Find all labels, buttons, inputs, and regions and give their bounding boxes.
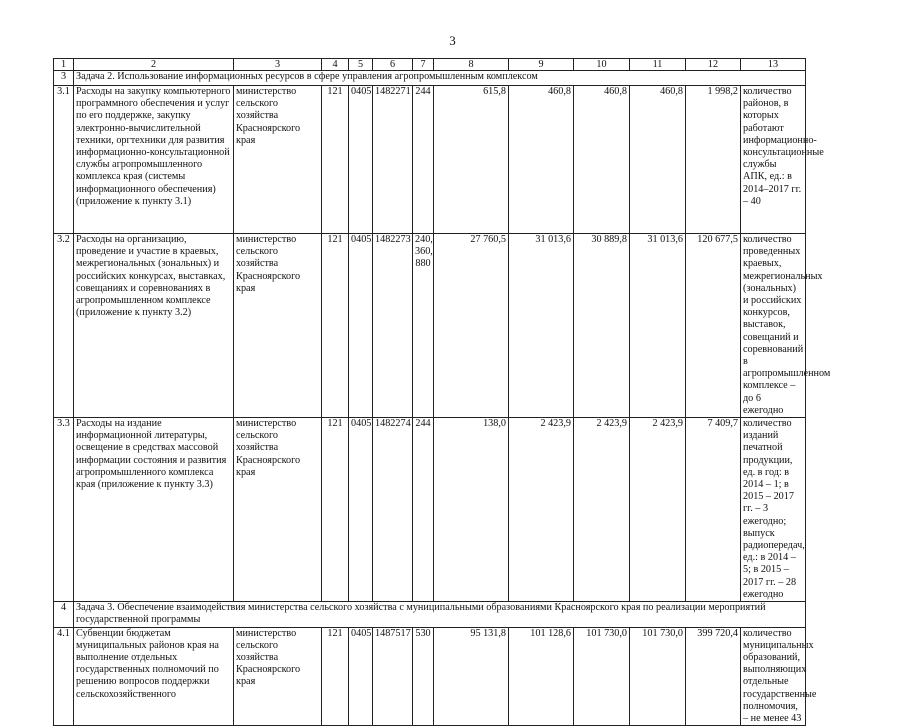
executor: министерство сельского хозяйства Красноярского края — [234, 627, 322, 726]
value-2016: 2 423,9 — [574, 418, 630, 602]
rzpr-code: 0405 — [349, 418, 373, 602]
table-row — [54, 627, 806, 726]
csr-code: 1487517 — [373, 627, 413, 726]
task-title: Задача 2. Использование информационных ресурсов в сфере управления агропромышленным комплексом — [74, 71, 806, 86]
value-total: 7 409,7 — [686, 418, 741, 602]
program-activities-table — [53, 58, 831, 726]
csr-code: 1482271 — [373, 86, 413, 234]
column-number: 3 — [234, 59, 322, 71]
value-2014: 27 760,5 — [434, 234, 509, 418]
vr-code: 244 — [413, 86, 434, 234]
task-row — [54, 602, 806, 627]
vr-code: 530 — [413, 627, 434, 726]
value-total: 399 720,4 — [686, 627, 741, 726]
value-2016: 101 730,0 — [574, 627, 630, 726]
value-2017: 31 013,6 — [630, 234, 686, 418]
value-2017: 460,8 — [630, 86, 686, 234]
executor: министерство сельского хозяйства Красноярского края — [234, 86, 322, 234]
expected-result: количество проведенных краевых, межрегиональных (зональных) и российских конкурсов, выставок, совещаний и соревнований в агропромышленном комплексе – до 6 ежегодно — [741, 234, 806, 418]
page-number: 3 — [449, 33, 456, 48]
vr-code: 244 — [413, 418, 434, 602]
grbs-code: 121 — [322, 627, 349, 726]
value-total: 1 998,2 — [686, 86, 741, 234]
task-title: Задача 3. Обеспечение взаимодействия министерства сельского хозяйства с муниципальными образованиями Красноярского края по реализации мероприятий государственной программы — [74, 602, 806, 627]
rzpr-code: 0405 — [349, 627, 373, 726]
value-2015: 460,8 — [509, 86, 574, 234]
grbs-code: 121 — [322, 234, 349, 418]
column-number: 11 — [630, 59, 686, 71]
task-row — [54, 71, 806, 86]
rzpr-code: 0405 — [349, 86, 373, 234]
row-number: 4.1 — [54, 627, 74, 726]
column-number: 12 — [686, 59, 741, 71]
table-row — [54, 86, 806, 234]
activity-name: Субвенции бюджетам муниципальных районов края на выполнение отдельных государственных полномочий по решению вопросов поддержки сельскохозяйственного — [74, 627, 234, 726]
expected-result: количество районов, в которых работают информационно-консультационные службы АПК, ед.: в 2014–2017 гг. – 40 — [741, 86, 806, 234]
column-number: 4 — [322, 59, 349, 71]
table-row — [54, 418, 806, 602]
table-row — [54, 234, 806, 418]
csr-code: 1482273 — [373, 234, 413, 418]
row-number: 3.3 — [54, 418, 74, 602]
executor: министерство сельского хозяйства Красноярского края — [234, 418, 322, 602]
column-number-row — [54, 59, 806, 71]
column-number: 9 — [509, 59, 574, 71]
value-total: 120 677,5 — [686, 234, 741, 418]
value-2014: 95 131,8 — [434, 627, 509, 726]
column-number: 2 — [74, 59, 234, 71]
row-number: 3.2 — [54, 234, 74, 418]
grbs-code: 121 — [322, 418, 349, 602]
value-2017: 101 730,0 — [630, 627, 686, 726]
value-2014: 138,0 — [434, 418, 509, 602]
column-number: 5 — [349, 59, 373, 71]
value-2017: 2 423,9 — [630, 418, 686, 602]
column-number: 13 — [741, 59, 806, 71]
task-number: 3 — [54, 71, 74, 86]
expected-result: количество изданий печатной продукции, ед. в год: в 2014 – 1; в 2015 – 2017 гг. – 3 ежегодно; выпуск радиопередач, ед.: в 2014 – 5; в 2015 – 2017 гг. – 28 ежегодно — [741, 418, 806, 602]
task-number: 4 — [54, 602, 74, 627]
value-2015: 31 013,6 — [509, 234, 574, 418]
activity-name: Расходы на издание информационной литературы, освещение в средствах массовой информации состояния и развития агропромышленного комплекса края (приложение к пункту 3.3) — [74, 418, 234, 602]
column-number: 1 — [54, 59, 74, 71]
value-2016: 460,8 — [574, 86, 630, 234]
value-2014: 615,8 — [434, 86, 509, 234]
value-2015: 101 128,6 — [509, 627, 574, 726]
grbs-code: 121 — [322, 86, 349, 234]
value-2016: 30 889,8 — [574, 234, 630, 418]
expected-result: количество муниципальных образований, выполняющих отдельные государственные полномочия, – не менее 43 — [741, 627, 806, 726]
executor: министерство сельского хозяйства Красноярского края — [234, 234, 322, 418]
column-number: 8 — [434, 59, 509, 71]
value-2015: 2 423,9 — [509, 418, 574, 602]
vr-code: 240, 360, 880 — [413, 234, 434, 418]
column-number: 7 — [413, 59, 434, 71]
rzpr-code: 0405 — [349, 234, 373, 418]
row-number: 3.1 — [54, 86, 74, 234]
activity-name: Расходы на закупку компьютерного программного обеспечения и услуг по его поддержке, закупку электронно-вычислительной техники, оргтехники для развития информационно-консультационной службы агропромышленного комплекса края (системы информационного обеспечения) (приложение к пункту 3.1) — [74, 86, 234, 234]
column-number: 6 — [373, 59, 413, 71]
activity-name: Расходы на организацию, проведение и участие в краевых, межрегиональных (зональных) и российских конкурсах, выставках, совещаниях и соревнованиях в агропромышленном комплексе (приложение к пункту 3.2) — [74, 234, 234, 418]
column-number: 10 — [574, 59, 630, 71]
csr-code: 1482274 — [373, 418, 413, 602]
